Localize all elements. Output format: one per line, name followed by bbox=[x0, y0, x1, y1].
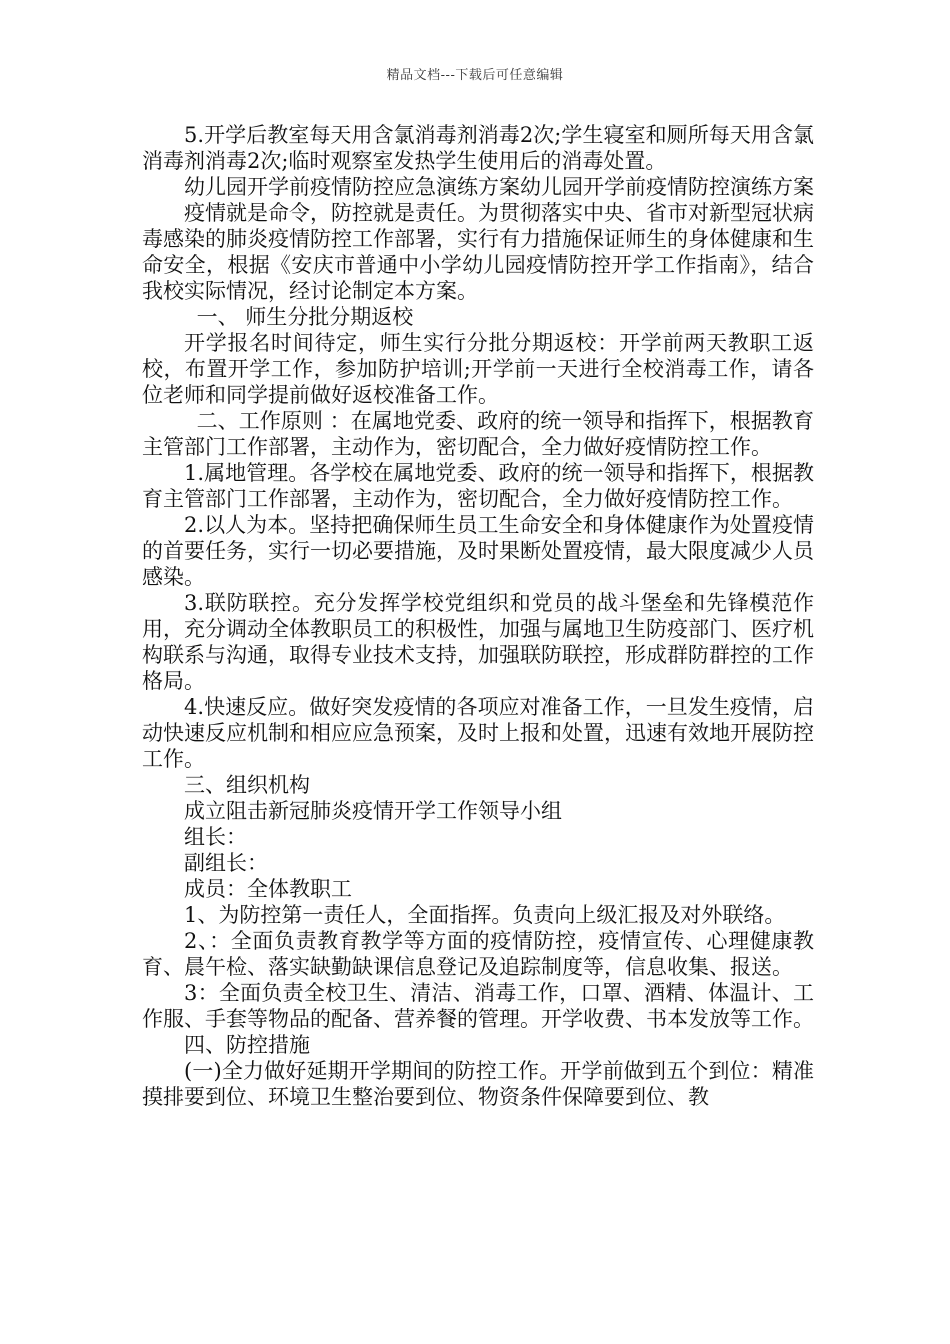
section-heading: 四、防控措施 bbox=[184, 1033, 310, 1057]
paragraph: 疫情就是命令，防控就是责任。为贯彻落实中央、省市对新型冠状病毒感染的肺炎疫情防控工作部署，实行有力措施保证师生的身体健康和生命安全，根据《安庆市普通中小学幼儿园疫情防控开学工作指南》，结合我校实际情况，经讨论制定本方案。 bbox=[142, 201, 814, 303]
paragraph: 1、为防控第一责任人，全面指挥。负责向上级汇报及对外联络。 bbox=[184, 903, 786, 927]
page-header: 精品文档---下载后可任意编辑 bbox=[386, 68, 564, 83]
paragraph: 3.联防联控。充分发挥学校党组织和党员的战斗堡垒和先锋模范作用，充分调动全体教职员工的积极性，加强与属地卫生防疫部门、医疗机构联系与沟通，取得专业技术支持，加强联防联控，形成群防群控的工作格局。 bbox=[142, 591, 814, 693]
section-heading: 三、组织机构 bbox=[184, 773, 310, 797]
paragraph: 成员：全体教职工 bbox=[184, 877, 352, 901]
section-heading: 一、 师生分批分期返校 bbox=[196, 305, 414, 329]
paragraph: 3：全面负责全校卫生、清洁、消毒工作，口罩、酒精、体温计、工作服、手套等物品的配备、营养餐的管理。开学收费、书本发放等工作。 bbox=[142, 981, 814, 1031]
paragraph: 5.开学后教室每天用含氯消毒剂消毒2次;学生寝室和厕所每天用含氯消毒剂消毒2次;临时观察室发热学生使用后的消毒处置。 bbox=[142, 123, 814, 173]
paragraph: 2.以人为本。坚持把确保师生员工生命安全和身体健康作为处置疫情的首要任务，实行一切必要措施，及时果断处置疫情，最大限度减少人员感染。 bbox=[142, 513, 814, 589]
paragraph: 2、：全面负责教育教学等方面的疫情防控，疫情宣传、心理健康教育、晨午检、落实缺勤缺课信息登记及追踪制度等，信息收集、报送。 bbox=[142, 929, 814, 979]
section-heading: 二、工作原则 ：在属地党委、政府的统一领导和指挥下，根据教育主管部门工作部署，主动作为，密切配合，全力做好疫情防控工作。 bbox=[142, 409, 814, 459]
paragraph: 开学报名时间待定，师生实行分批分期返校：开学前两天教职工返校，布置开学工作，参加防护培训;开学前一天进行全校消毒工作，请各位老师和同学提前做好返校准备工作。 bbox=[142, 331, 814, 407]
paragraph: 4.快速反应。做好突发疫情的各项应对准备工作，一旦发生疫情，启动快速反应机制和相应应急预案，及时上报和处置，迅速有效地开展防控工作。 bbox=[142, 695, 814, 771]
paragraph: (一)全力做好延期开学期间的防控工作。开学前做到五个到位：精准摸排要到位、环境卫生整治要到位、物资条件保障要到位、教 bbox=[142, 1059, 814, 1109]
paragraph: 组长： bbox=[184, 825, 247, 849]
paragraph: 1.属地管理。各学校在属地党委、政府的统一领导和指挥下，根据教育主管部门工作部署，主动作为，密切配合，全力做好疫情防控工作。 bbox=[142, 461, 814, 511]
document-body bbox=[142, 122, 814, 1110]
paragraph: 副组长： bbox=[184, 851, 268, 875]
paragraph: 成立阻击新冠肺炎疫情开学工作领导小组 bbox=[184, 799, 562, 823]
paragraph: 幼儿园开学前疫情防控应急演练方案幼儿园开学前疫情防控演练方案 bbox=[184, 175, 814, 199]
